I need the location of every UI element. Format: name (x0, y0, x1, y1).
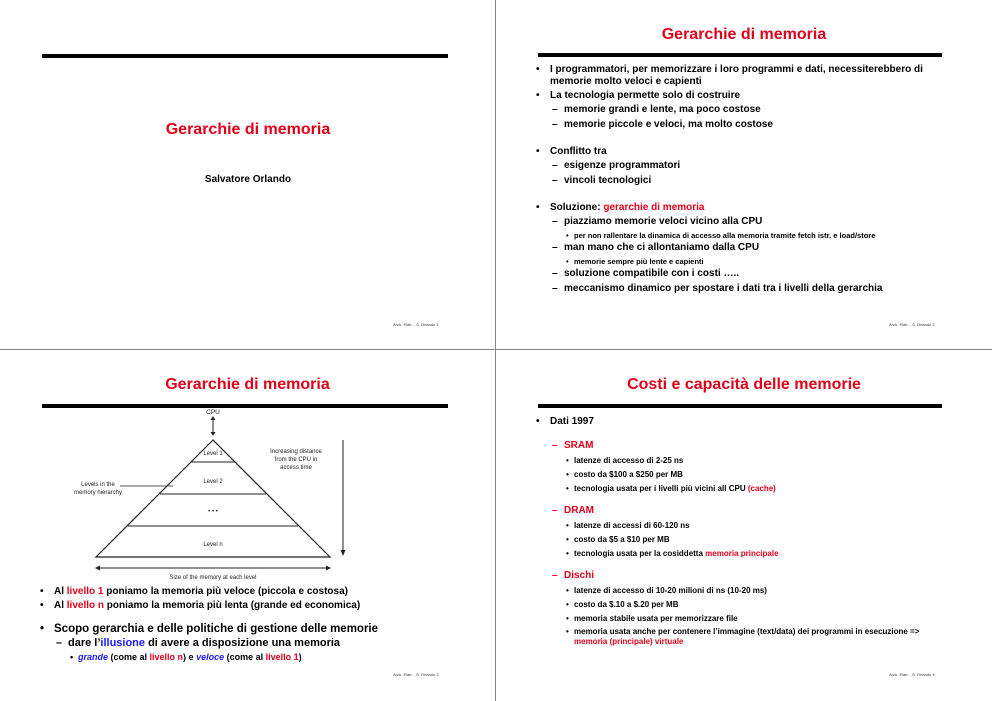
bottom-label: Size of the memory at each level (169, 575, 257, 581)
sub-bullet-dischi: – Dischi (534, 570, 954, 582)
bullet: • Dati 1997 (534, 416, 954, 428)
distance-arrow-head (341, 550, 346, 556)
right-label-1: Increasing distance (270, 449, 322, 455)
slide-title: Gerarchie di memoria (165, 121, 331, 138)
sub-sub-bullet: • tecnologia usata per la cosiddetta memoria principale (534, 548, 954, 560)
bullet: • Soluzione: gerarchie di memoria (534, 202, 954, 214)
sub-sub-bullet: • grande (come al livello n) e veloce (come al livello 1) (38, 652, 458, 663)
slide-footer: Arch. Elab. - S. Orlando 2 (889, 322, 935, 327)
bullet-list (534, 64, 954, 298)
slide-footer: Arch. Elab. - S. Orlando 3 (393, 672, 439, 677)
sub-sub-bullet: • costo da $.10 a $.20 per MB (534, 599, 954, 611)
sub-bullet: – dare l’illusione di avere a disposizione una memoria (38, 637, 458, 649)
sub-sub-bullet: • costo da $5 a $10 per MB (534, 534, 954, 546)
size-arrow-head-right (326, 566, 331, 571)
sub-bullet: – memorie piccole e veloci, ma molto costose (534, 119, 954, 131)
sub-sub-bullet: • tecnologia usata per i livelli più vicini all CPU (cache) (534, 483, 954, 495)
slide-title: Gerarchie di memoria (165, 376, 330, 393)
sub-sub-bullet: • latenze di accesso di 2-25 ns (534, 455, 954, 467)
slide-title: Gerarchie di memoria (661, 26, 827, 43)
level-n-label: Level n (203, 542, 223, 548)
sub-bullet: – esigenze programmatori (534, 160, 954, 172)
left-label-2: memory hierarchy (73, 490, 123, 496)
bullet-list (534, 416, 954, 649)
sub-sub-bullet: • latenze di accesso di 10-20 milioni di ns (10-20 ms) (534, 585, 954, 597)
level-1-label: Level 1 (203, 451, 223, 457)
bullet-list (38, 586, 458, 665)
sub-bullet-dram: – DRAM (534, 505, 954, 517)
bullet: • Al livello n poniamo la memoria più lenta (grande ed economica) (38, 600, 458, 612)
slide-1 (0, 0, 496, 350)
sub-bullet: – piazziamo memorie veloci vicino alla CPU (534, 216, 954, 228)
bullet: • La tecnologia permette solo di costruire (534, 90, 954, 102)
right-label-3: access time (280, 465, 312, 471)
sub-sub-bullet: • costo da $100 a $250 per MB (534, 469, 954, 481)
title-rule (42, 54, 448, 58)
author: Salvatore Orlando (204, 174, 292, 185)
slide-title: Costi e capacità delle memorie (627, 376, 861, 393)
sub-sub-bullet: • memorie sempre più lente e capienti (534, 257, 954, 266)
ellipsis-label: • • • (208, 509, 218, 515)
sub-bullet: – vincoli tecnologici (534, 175, 954, 187)
cpu-label: CPU (206, 409, 220, 416)
sub-bullet: – soluzione compatibile con i costi ….. (534, 268, 954, 280)
sub-bullet-sram: – SRAM (534, 440, 954, 452)
sub-sub-bullet: • per non rallentare la dinamica di accesso alla memoria tramite fetch istr. e load/store (534, 231, 954, 240)
cpu-arrow-head-down (211, 432, 216, 436)
cpu-arrow-head-up (211, 416, 216, 420)
slide-4 (496, 350, 992, 701)
sub-bullet: – meccanismo dinamico per spostare i dati tra i livelli della gerarchia (534, 283, 954, 295)
bullet: • Conflitto tra (534, 146, 954, 158)
slide-3 (0, 350, 496, 701)
sub-sub-bullet: • memoria usata anche per contenere l’immagine (text/data) dei programmi in esecuzione => memoria (principale) virtuale (534, 627, 954, 647)
bullet: • I programmatori, per memorizzare i loro programmi e dati, necessiterebbero di memorie molto veloci e capienti (534, 64, 954, 88)
left-label-1: Levels in the (81, 482, 115, 488)
bullet: • Scopo gerarchia e delle politiche di gestione delle memorie (38, 623, 458, 635)
memory-hierarchy-diagram (0, 405, 496, 595)
sub-bullet: – man mano che ci allontaniamo dalla CPU (534, 242, 954, 254)
sub-bullet: – memorie grandi e lente, ma poco costose (534, 104, 954, 116)
title-rule (538, 53, 942, 57)
highlight: gerarchie di memoria (603, 202, 705, 213)
slide-footer: Arch. Elab. - S. Orlando 1 (393, 322, 439, 327)
slide-2 (496, 0, 992, 350)
bullet: • Al livello 1 poniamo la memoria più veloce (piccola e costosa) (38, 586, 458, 598)
slide-footer: Arch. Elab. - S. Orlando 4 (889, 672, 935, 677)
sub-sub-bullet: • latenze di accessi di 60-120 ns (534, 520, 954, 532)
size-arrow-head-left (95, 566, 100, 571)
level-2-label: Level 2 (203, 479, 223, 485)
right-label-2: from the CPU in (274, 457, 318, 463)
sub-sub-bullet: • memoria stabile usata per memorizzare file (534, 613, 954, 625)
title-rule (538, 404, 942, 408)
